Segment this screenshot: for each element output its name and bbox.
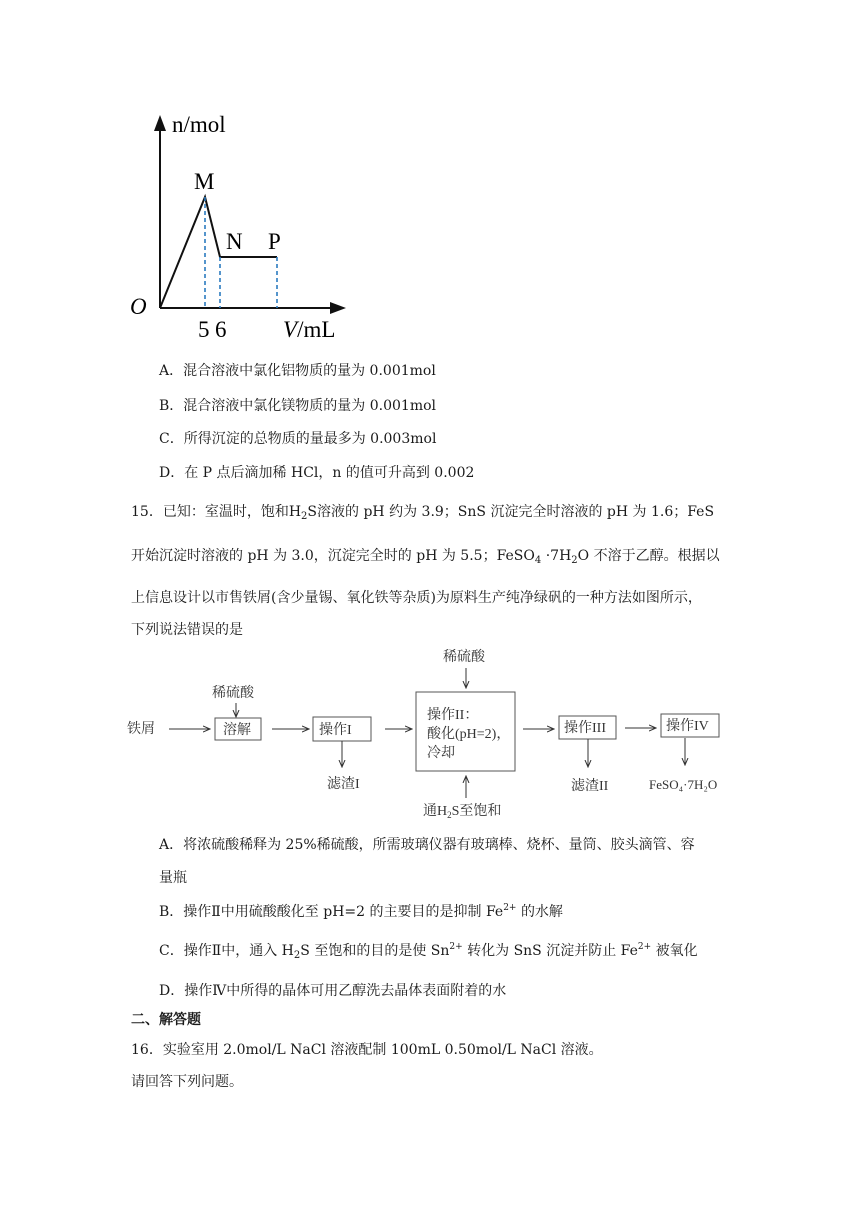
titration-graph xyxy=(120,105,360,350)
q15-option-a-line-2: 量瓶 xyxy=(159,870,187,886)
origin-label: O xyxy=(130,294,147,319)
flow-box-op4-label: 操作IV xyxy=(666,719,709,734)
flow-start-label: 铁屑 xyxy=(127,722,155,737)
x-axis-label: V/mL xyxy=(283,317,336,342)
q16-line-2: 请回答下列问题。 xyxy=(131,1074,243,1090)
q15-line-2: 开始沉淀时溶液的 pH 为 3.0，沉淀完全时的 pH 为 5.5；FeSO$_4$ $\cdot 7H_2O$ 不溶于乙醇。根据以 xyxy=(131,548,720,566)
flow-product: FeSO₄·7H₂O xyxy=(649,777,718,792)
flow-box-op2-line3: 冷却 xyxy=(427,746,455,761)
q15-option-b-b: 的水解 xyxy=(520,904,563,920)
q14-option-a: A．混合溶液中氯化铝物质的量为 0.001mol xyxy=(159,363,436,379)
q15-option-a-line-1: A．将浓硫酸稀释为 25%稀硫酸，所需玻璃仪器有玻璃棒、烧杯、量筒、胶头滴管、容 xyxy=(159,837,695,853)
flow-box-op1-label: 操作I xyxy=(319,723,352,738)
q15-option-c-d: 被氧化 xyxy=(655,943,698,959)
q15-option-c: C．操作Ⅱ中，通入 $H_2S$ 至饱和的目的是使 $Sn^{2+}$ 转化为 SnS 沉淀并防止 $Fe^{2+}$ 被氧化 xyxy=(159,942,698,961)
flow-residue-1: 滤渣I xyxy=(327,777,360,792)
q15-line-1-a: 15．已知：室温时，饱和 xyxy=(131,504,289,520)
tick-label-5: 5 xyxy=(198,317,210,342)
flow-box-op3-label: 操作III xyxy=(564,721,606,736)
q15-option-d: D．操作Ⅳ中所得的晶体可用乙醇洗去晶体表面附着的水 xyxy=(159,983,507,999)
q15-option-b: B．操作Ⅱ中用硫酸酸化至 pH=2 的主要目的是抑制 $Fe^{2+}$ 的水解 xyxy=(159,903,563,920)
q15-line-2-b: 不溶于乙醇。根据以 xyxy=(593,548,720,564)
q15-line-1: 15．已知：室温时，饱和$H_2S$溶液的 pH 约为 3.9；SnS 沉淀完全时溶液的 pH 为 1.6；FeS xyxy=(131,504,715,522)
flow-residue-2: 滤渣II xyxy=(571,779,609,794)
q15-line-4: 下列说法错误的是 xyxy=(131,622,243,638)
flow-acid-2: 稀硫酸 xyxy=(443,650,485,665)
process-flow-diagram xyxy=(125,640,750,830)
flow-h2s-label: 通$H_2S$至饱和 xyxy=(423,804,502,820)
q15-line-1-b: 溶液的 pH 约为 3.9；SnS 沉淀完全时溶液的 pH 为 1.6；FeS xyxy=(317,504,715,520)
flow-box-op2-line1: 操作II： xyxy=(427,708,479,723)
section-heading: 二、解答题 xyxy=(131,1012,201,1028)
flow-acid-1: 稀硫酸 xyxy=(212,686,254,701)
q15-line-2-a: 开始沉淀时溶液的 pH 为 3.0，沉淀完全时的 pH 为 5.5； xyxy=(131,548,497,564)
tick-label-6: 6 xyxy=(215,317,227,342)
q14-option-d: D．在 P 点后滴加稀 HCl，n 的值可升高到 0.002 xyxy=(159,465,475,481)
y-axis-arrow xyxy=(154,115,166,131)
q15-option-c-a: C．操作Ⅱ中，通入 xyxy=(159,943,278,959)
q14-option-c: C．所得沉淀的总物质的量最多为 0.003mol xyxy=(159,431,437,447)
point-p-label: P xyxy=(268,229,281,254)
y-axis-label: n/mol xyxy=(172,112,226,137)
point-n-label: N xyxy=(226,229,243,254)
curve xyxy=(160,197,277,308)
q15-option-c-c: 转化为 SnS 沉淀并防止 xyxy=(467,943,617,959)
q14-option-b: B．混合溶液中氯化镁物质的量为 0.001mol xyxy=(159,398,436,414)
q15-option-b-a: B．操作Ⅱ中用硫酸酸化至 pH=2 的主要目的是抑制 xyxy=(159,904,482,920)
x-axis-arrow xyxy=(330,302,346,314)
q15-line-3: 上信息设计以市售铁屑(含少量锡、氧化铁等杂质)为原料生产纯净绿矾的一种方法如图所示， xyxy=(131,590,702,606)
flow-box-dissolve-label: 溶解 xyxy=(223,723,251,738)
q15-option-c-b: 至饱和的目的是使 xyxy=(314,943,427,959)
flow-box-op2-line2: 酸化(pH=2)， xyxy=(427,727,511,742)
q16-line-1: 16．实验室用 2.0mol/L NaCl 溶液配制 100mL 0.50mol/L NaCl 溶液。 xyxy=(131,1042,603,1058)
point-m-label: M xyxy=(194,169,215,194)
